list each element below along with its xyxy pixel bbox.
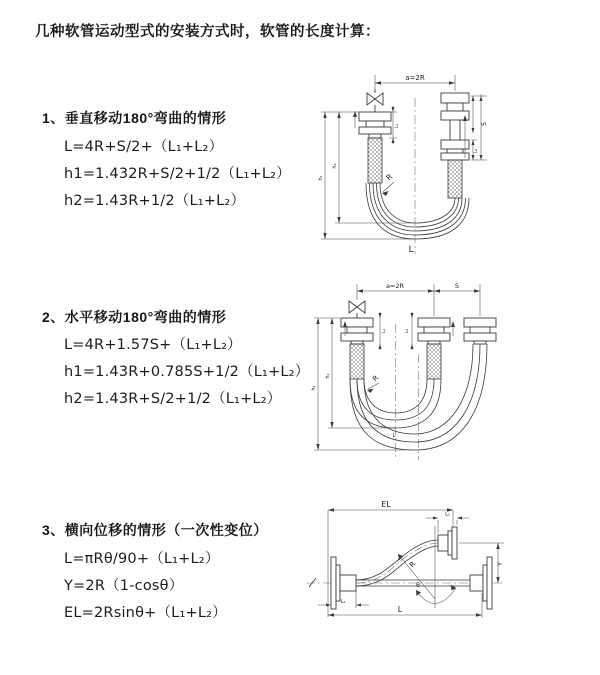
hose-u-curves-position1	[350, 379, 441, 428]
dimension-label-l1-top: L₁	[445, 511, 450, 518]
formula-line: L=πRθ/90+（L₁+L₂）	[64, 551, 220, 567]
dimension-label-s: S	[454, 282, 460, 290]
dimension-l1	[379, 312, 388, 350]
dimension-label-h2: h₂	[332, 163, 338, 169]
right-fitting	[464, 318, 496, 344]
dimension-label-l: L	[408, 245, 414, 255]
formula-line: Y=2R（1-cosθ）	[64, 578, 184, 594]
dimension-label-h1: h₁	[311, 385, 317, 391]
section-1-heading: 1、垂直移动180°弯曲的情形	[42, 110, 227, 126]
dimension-label-h1: h₁	[318, 175, 324, 181]
dimension-label-l: L	[392, 433, 396, 439]
dimension-label-y: Y	[496, 562, 504, 566]
braided-hose-left	[350, 344, 364, 379]
section-3-heading: 3、横向位移的情形（一次性变位）	[42, 522, 268, 538]
centerline	[396, 324, 419, 460]
middle-fitting	[418, 318, 450, 344]
dimension-l2	[472, 140, 480, 160]
dimension-label-l1: L₁	[395, 123, 400, 129]
formula-line: h2=1.43R+1/2（L₁+L₂）	[64, 193, 246, 209]
top-right-flange	[438, 527, 457, 559]
left-fitting	[341, 318, 373, 344]
dimension-label-h2: h₂	[325, 373, 331, 379]
formula-line: h2=1.43R+S/2+1/2（L₁+L₂）	[64, 391, 282, 407]
dimension-label-l1-bottom: L₁	[340, 599, 346, 605]
braided-hose-left	[368, 138, 382, 183]
dimension-label-r: R	[371, 373, 381, 384]
diagram-lateral-displacement	[296, 496, 596, 661]
dimension-l1-top	[426, 512, 469, 534]
valve-icon	[349, 301, 365, 318]
dimension-label-l2: L₂	[474, 148, 479, 154]
formula-line: h1=1.43R+0.785S+1/2（L₁+L₂）	[64, 364, 310, 380]
left-fitting	[359, 112, 391, 138]
dimension-label-l: L	[397, 605, 403, 614]
braided-hose-middle	[427, 344, 441, 379]
dimension-label-r: R	[384, 172, 395, 183]
dimension-l2	[404, 312, 414, 350]
dimension-l	[328, 593, 482, 618]
dimension-label-a2r: a=2R	[385, 282, 405, 290]
diagram-vertical-180-bend	[303, 66, 588, 266]
formula-line: L=4R+1.57S+（L₁+L₂）	[64, 337, 242, 353]
formula-line: h1=1.432R+S/2+1/2（L₁+L₂）	[64, 166, 291, 182]
braided-hose-right	[448, 160, 462, 198]
right-flange	[470, 557, 492, 609]
dimension-l1-bottom	[318, 589, 369, 608]
page-title: 几种软管运动型式的安装方式时，软管的长度计算：	[35, 24, 380, 40]
dimension-label-s: S	[481, 122, 488, 126]
dimension-label-el: EL	[381, 500, 391, 509]
formula-line: EL=2Rsinθ+（L₁+L₂）	[64, 605, 227, 621]
dimension-label-l2: L₂	[405, 328, 410, 334]
dimension-a2r	[375, 74, 455, 91]
dimension-label-a2r: a=2R	[405, 74, 425, 82]
radius-annotation	[367, 374, 380, 393]
dimension-label-l1: L₁	[382, 328, 387, 334]
formula-line: L=4R+S/2+（L₁+L₂）	[64, 139, 224, 155]
hose-s-curve	[356, 540, 438, 586]
dimension-a2r	[357, 282, 480, 316]
valve-icon	[367, 89, 383, 112]
dimension-label-r: R	[407, 560, 418, 570]
section-2-heading: 2、水平移动180°弯曲的情形	[42, 309, 227, 325]
radius-annotation	[382, 172, 394, 196]
diagram-horizontal-180-bend	[300, 276, 595, 474]
dimension-label-theta: θ	[416, 582, 420, 589]
